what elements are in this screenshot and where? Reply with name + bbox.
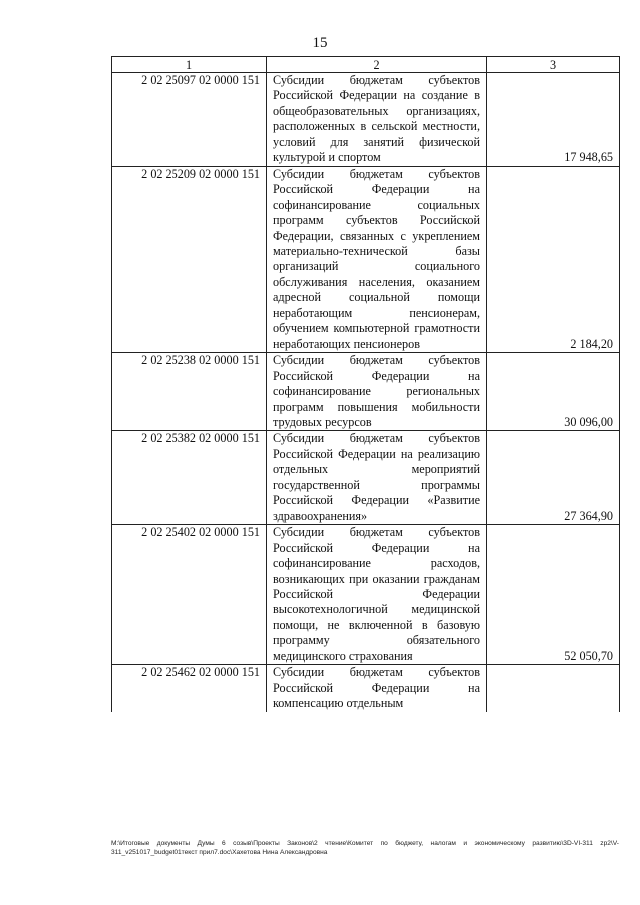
column-header-description: 2 [267, 57, 487, 73]
budget-description: Субсидии бюджетам субъектов Российской Федерации на создание в общеобразовательных организациях, расположенных в сельской местности, условий для занятий физической культурой и спортом [267, 73, 487, 167]
budget-amount: 2 184,20 [487, 166, 620, 352]
budget-description: Субсидии бюджетам субъектов Российской Федерации на софинансирование расходов, возникающих при оказании гражданам Российской Федерации высокотехнологичной медицинской помощи, не включенной в базовую программу обязательного медицинского страхования [267, 525, 487, 665]
budget-code: 2 02 25462 02 0000 151 [112, 665, 267, 712]
budget-code: 2 02 25382 02 0000 151 [112, 431, 267, 525]
table-row [112, 665, 620, 712]
budget-code: 2 02 25097 02 0000 151 [112, 73, 267, 167]
budget-amount: 27 364,90 [487, 431, 620, 525]
table-header-row [112, 57, 620, 73]
page-number: 15 [312, 35, 328, 51]
column-header-code: 1 [112, 57, 267, 73]
budget-code: 2 02 25402 02 0000 151 [112, 525, 267, 665]
budget-description: Субсидии бюджетам субъектов Российской Федерации на софинансирование региональных программ повышения мобильности трудовых ресурсов [267, 353, 487, 431]
revenue-table [111, 56, 620, 712]
table-row [112, 431, 620, 525]
column-header-amount: 3 [487, 57, 620, 73]
table-row [112, 73, 620, 167]
budget-description: Субсидии бюджетам субъектов Российской Федерации на компенсацию отдельным [267, 665, 487, 712]
budget-code: 2 02 25238 02 0000 151 [112, 353, 267, 431]
budget-code: 2 02 25209 02 0000 151 [112, 166, 267, 352]
table-row [112, 525, 620, 665]
budget-amount: 52 050,70 [487, 525, 620, 665]
table-row [112, 353, 620, 431]
document-footer-path: M:\Итоговые документы Думы 6 созыв\Проекты Законов\2 чтение\Комитет по бюджету, налогам и экономическому развитию\3D-VI-311 zp2\V-311_v251017_budget01текст прил7.doc\Хахетова Нина Александровна [111, 840, 619, 856]
budget-description: Субсидии бюджетам субъектов Российской Федерации на реализацию отдельных мероприятий государственной программы Российской Федерации «Развитие здравоохранения» [267, 431, 487, 525]
budget-description: Субсидии бюджетам субъектов Российской Федерации на софинансирование социальных программ субъектов Российской Федерации, связанных с укреплением материально-технической базы организаций социального обслуживания населения, оказанием адресной социальной помощи неработающим пенсионерам, обучением компьютерной грамотности неработающих пенсионеров [267, 166, 487, 352]
budget-amount: 17 948,65 [487, 73, 620, 167]
budget-amount [487, 665, 620, 712]
table-row [112, 166, 620, 352]
budget-amount: 30 096,00 [487, 353, 620, 431]
